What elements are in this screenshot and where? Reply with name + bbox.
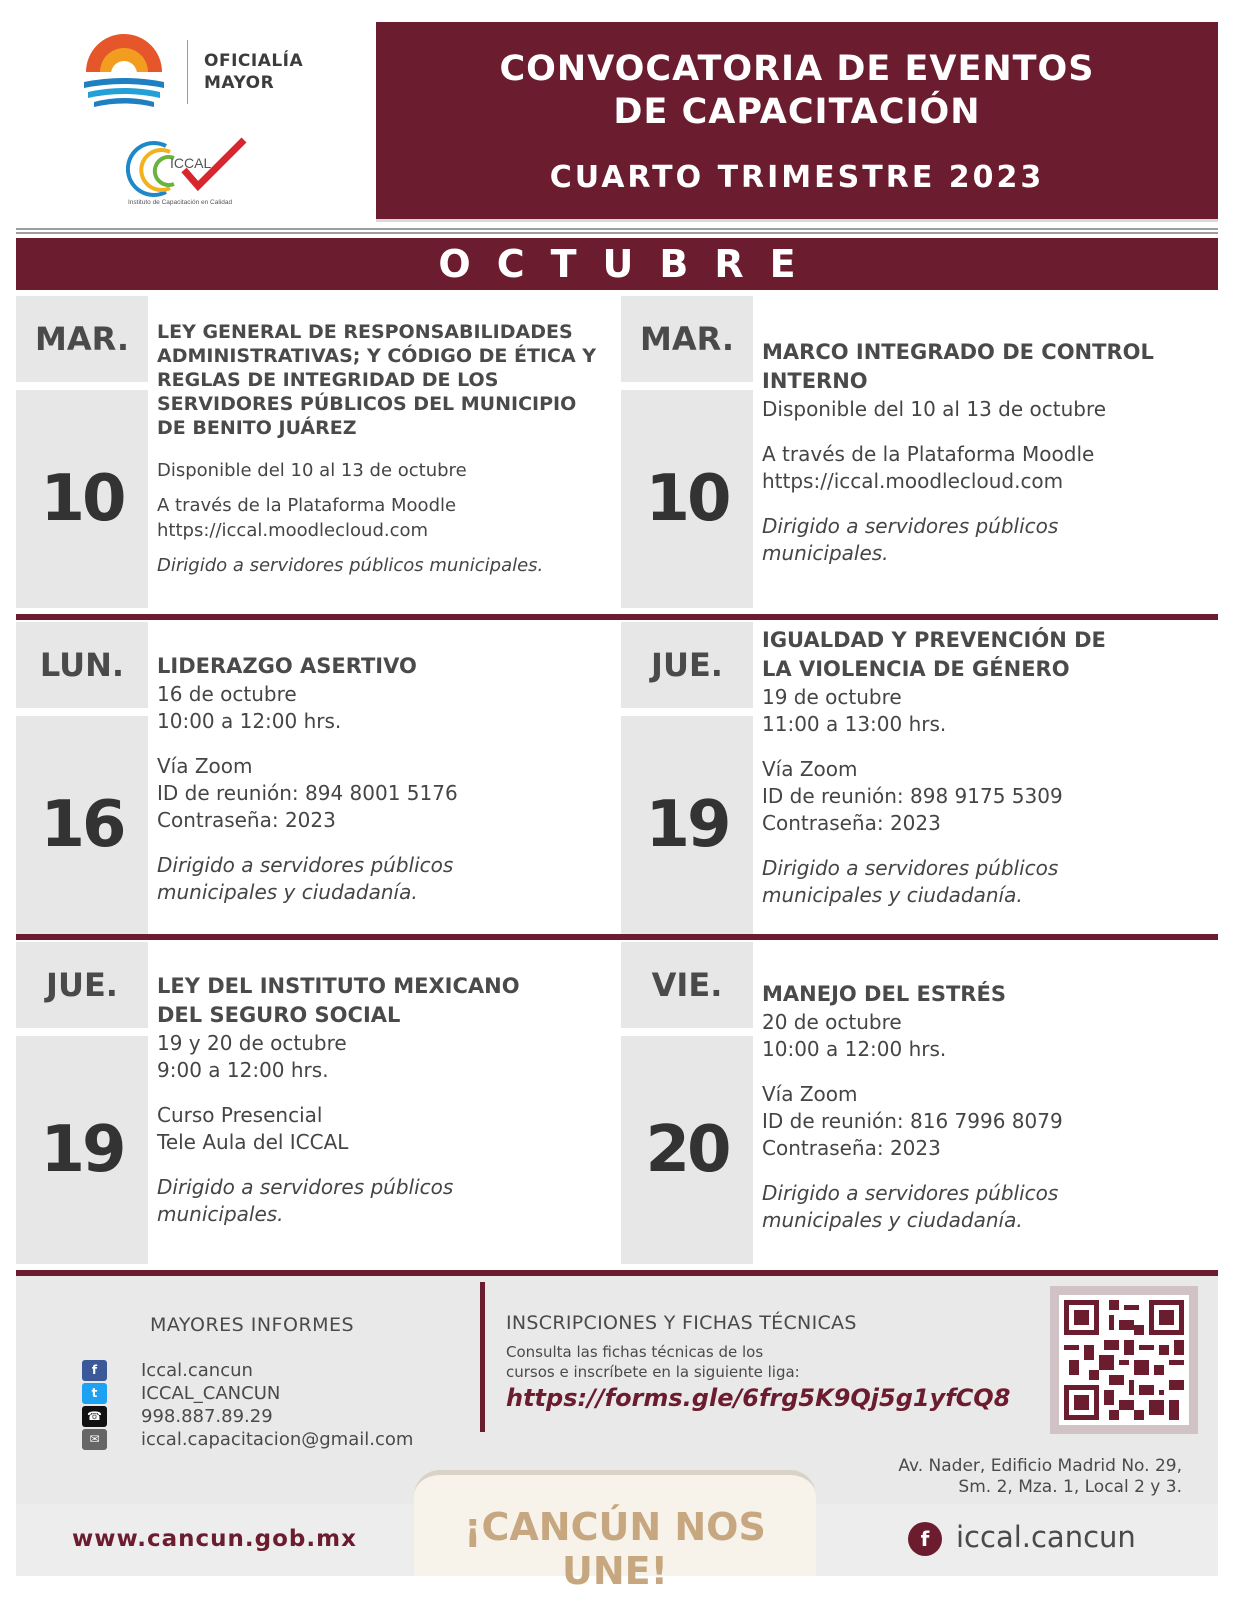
spacer: [762, 738, 1216, 756]
title-line: LA VIOLENCIA DE GÉNERO: [762, 657, 1070, 681]
org-name: [204, 50, 303, 94]
audience: Dirigido a servidores públicos: [157, 1175, 454, 1199]
mail-icon: ✉: [82, 1429, 107, 1450]
event-date: 20 de octubre: [762, 1010, 902, 1034]
event-card: [621, 942, 1222, 1264]
footer-vertical-divider: [480, 1282, 485, 1432]
registration-link[interactable]: https://forms.gle/6frg5K9Qj5g1yfCQ8: [506, 1384, 1011, 1412]
spacer: [762, 495, 1216, 513]
desc-line: cursos e inscríbete en la siguiente liga:: [506, 1363, 800, 1381]
audience: municipales y ciudadanía.: [157, 880, 418, 904]
phone-icon: ☎: [82, 1406, 107, 1427]
main-title: [376, 48, 1218, 134]
platform: A través de la Plataforma Moodle: [157, 495, 457, 516]
title-line: LEY GENERAL DE RESPONSABILIDADES: [157, 321, 573, 343]
day-box: [621, 622, 753, 934]
day-box: [16, 622, 148, 934]
logo-divider: [187, 40, 188, 104]
event-mode: Vía Zoom: [762, 1082, 858, 1106]
audience: municipales.: [157, 1202, 284, 1226]
desc-line: Consulta las fichas técnicas de los: [506, 1343, 764, 1361]
audience: Dirigido a servidores públicos: [762, 856, 1059, 880]
day-of-week: LUN.: [16, 622, 148, 708]
title-banner: [376, 22, 1218, 222]
event-title: MANEJO DEL ESTRÉS: [762, 982, 1006, 1006]
title-line: ADMINISTRATIVAS; Y CÓDIGO DE ÉTICA Y: [157, 345, 597, 367]
meeting-password: Contraseña: 2023: [762, 1136, 941, 1160]
month-bar: [16, 238, 1218, 290]
info-title: MAYORES INFORMES: [150, 1314, 355, 1336]
twitter-icon: t: [82, 1383, 107, 1404]
month-rule: [16, 228, 1218, 234]
day-of-week: MAR.: [16, 296, 148, 382]
event-info: [762, 626, 1216, 909]
day-box: [621, 942, 753, 1264]
title-line: DE BENITO JUÁREZ: [157, 417, 357, 439]
bottom-bar: [16, 1504, 1218, 1593]
day-number: 19: [16, 1036, 148, 1264]
registration-description: [506, 1342, 866, 1382]
event-mode: Vía Zoom: [762, 757, 858, 781]
address-line: Sm. 2, Mza. 1, Local 2 y 3.: [958, 1477, 1182, 1497]
event-info: [157, 320, 611, 578]
title-line-1: CONVOCATORIA DE EVENTOS: [499, 49, 1095, 89]
meeting-password: Contraseña: 2023: [762, 811, 941, 835]
event-card: [16, 942, 617, 1264]
facebook-icon[interactable]: f: [908, 1522, 942, 1556]
event-title: [157, 972, 611, 1030]
contact-phone[interactable]: [82, 1405, 273, 1427]
contact-twitter[interactable]: [82, 1382, 280, 1404]
event-title: [157, 320, 611, 440]
event-mode: Curso Presencial: [157, 1103, 323, 1127]
title-line-2: DE CAPACITACIÓN: [613, 92, 981, 132]
spacer: [157, 735, 611, 753]
spacer: [157, 440, 611, 458]
day-number: 10: [621, 390, 753, 608]
qr-code[interactable]: [1050, 1286, 1198, 1434]
qr-code-icon: [1059, 1295, 1189, 1425]
address: [898, 1456, 1182, 1498]
meeting-password: Contraseña: 2023: [157, 808, 336, 832]
title-line: IGUALDAD Y PREVENCIÓN DE: [762, 628, 1106, 652]
meeting-id: ID de reunión: 816 7996 8079: [762, 1109, 1063, 1133]
platform-url[interactable]: https://iccal.moodlecloud.com: [762, 469, 1064, 493]
slogan: ¡CANCÚN NOS UNE!: [464, 1505, 766, 1593]
row-divider: [16, 614, 1218, 620]
event-date: 19 y 20 de octubre: [157, 1031, 347, 1055]
spacer: [762, 837, 1216, 855]
availability: Disponible del 10 al 13 de octubre: [157, 460, 467, 481]
contact-text: 998.887.89.29: [141, 1405, 273, 1427]
title-line: MARCO INTEGRADO DE CONTROL: [762, 340, 1154, 364]
title-line: DEL SEGURO SOCIAL: [157, 1003, 401, 1027]
contact-facebook[interactable]: [82, 1359, 253, 1381]
event-row-3: [16, 942, 1218, 1264]
event-title: [762, 626, 1216, 684]
iccal-logo: [126, 134, 250, 206]
event-row-1: [16, 296, 1218, 608]
availability: Disponible del 10 al 13 de octubre: [762, 397, 1107, 421]
day-number: 16: [16, 716, 148, 934]
spacer: [762, 423, 1216, 441]
day-of-week: MAR.: [621, 296, 753, 382]
month-label: OCTUBRE: [438, 242, 822, 286]
day-number: 20: [621, 1036, 753, 1264]
spacer: [762, 1063, 1216, 1081]
facebook-icon: f: [82, 1360, 107, 1381]
facebook-handle[interactable]: iccal.cancun: [956, 1520, 1136, 1554]
subtitle: CUARTO TRIMESTRE 2023: [549, 160, 1045, 195]
spacer: [157, 1156, 611, 1174]
contact-email[interactable]: [82, 1428, 413, 1450]
event-card: [621, 622, 1222, 934]
event-date: 19 de octubre: [762, 685, 902, 709]
audience: municipales y ciudadanía.: [762, 883, 1023, 907]
cancun-sun-logo: [80, 30, 168, 114]
title-line: REGLAS DE INTEGRIDAD DE LOS: [157, 369, 499, 391]
event-title: LIDERAZGO ASERTIVO: [157, 654, 417, 678]
event-time: 10:00 a 12:00 hrs.: [762, 1037, 947, 1061]
meeting-id: ID de reunión: 894 8001 5176: [157, 781, 458, 805]
event-time: 11:00 a 13:00 hrs.: [762, 712, 947, 736]
spacer: [157, 834, 611, 852]
meeting-id: ID de reunión: 898 9175 5309: [762, 784, 1063, 808]
event-info: [762, 338, 1216, 567]
audience: municipales.: [762, 541, 889, 565]
iccal-logo-text: ICCAL: [170, 155, 212, 171]
day-number: 10: [16, 390, 148, 608]
event-mode: Vía Zoom: [157, 754, 253, 778]
day-box: [16, 942, 148, 1264]
contact-text: iccal.capacitacion@gmail.com: [141, 1428, 414, 1450]
slogan-box: [414, 1470, 816, 1593]
day-box: [16, 296, 148, 608]
registration-title: INSCRIPCIONES Y FICHAS TÉCNICAS: [506, 1312, 857, 1334]
day-number: 19: [621, 716, 753, 934]
spacer: [157, 1084, 611, 1102]
event-info: [762, 980, 1216, 1234]
title-line: INTERNO: [762, 369, 868, 393]
day-of-week: JUE.: [621, 622, 753, 708]
event-time: 10:00 a 12:00 hrs.: [157, 709, 342, 733]
address-line: Av. Nader, Edificio Madrid No. 29,: [898, 1456, 1182, 1476]
event-info: [157, 972, 611, 1228]
audience: Dirigido a servidores públicos: [157, 853, 454, 877]
website-link[interactable]: www.cancun.gob.mx: [72, 1526, 357, 1552]
audience: Dirigido a servidores públicos municipales.: [157, 555, 544, 576]
event-title: [762, 338, 1216, 396]
event-time: 9:00 a 12:00 hrs.: [157, 1058, 329, 1082]
iccal-caption: Instituto de Capacitación en Calidad: [128, 199, 233, 206]
contact-text: Iccal.cancun: [141, 1359, 253, 1381]
event-card: [621, 296, 1222, 608]
row-divider: [16, 934, 1218, 940]
logo-area: [16, 22, 368, 218]
day-of-week: JUE.: [16, 942, 148, 1028]
event-date: 16 de octubre: [157, 682, 297, 706]
audience: Dirigido a servidores públicos: [762, 514, 1059, 538]
event-card: [16, 296, 617, 608]
platform: A través de la Plataforma Moodle: [762, 442, 1095, 466]
day-box: [621, 296, 753, 608]
spacer: [762, 1162, 1216, 1180]
event-row-2: [16, 622, 1218, 934]
audience: Dirigido a servidores públicos: [762, 1181, 1059, 1205]
event-place: Tele Aula del ICCAL: [157, 1130, 349, 1154]
org-line-2: MAYOR: [204, 73, 275, 93]
title-line: SERVIDORES PÚBLICOS DEL MUNICIPIO: [157, 393, 577, 415]
contact-text: ICCAL_CANCUN: [141, 1382, 281, 1404]
title-line: LEY DEL INSTITUTO MEXICANO: [157, 974, 520, 998]
platform-url[interactable]: https://iccal.moodlecloud.com: [157, 520, 429, 541]
event-card: [16, 622, 617, 934]
spacer: [157, 483, 611, 493]
audience: municipales y ciudadanía.: [762, 1208, 1023, 1232]
event-info: [157, 652, 611, 906]
spacer: [157, 543, 611, 553]
org-line-1: OFICIALÍA: [204, 51, 304, 71]
day-of-week: VIE.: [621, 942, 753, 1028]
